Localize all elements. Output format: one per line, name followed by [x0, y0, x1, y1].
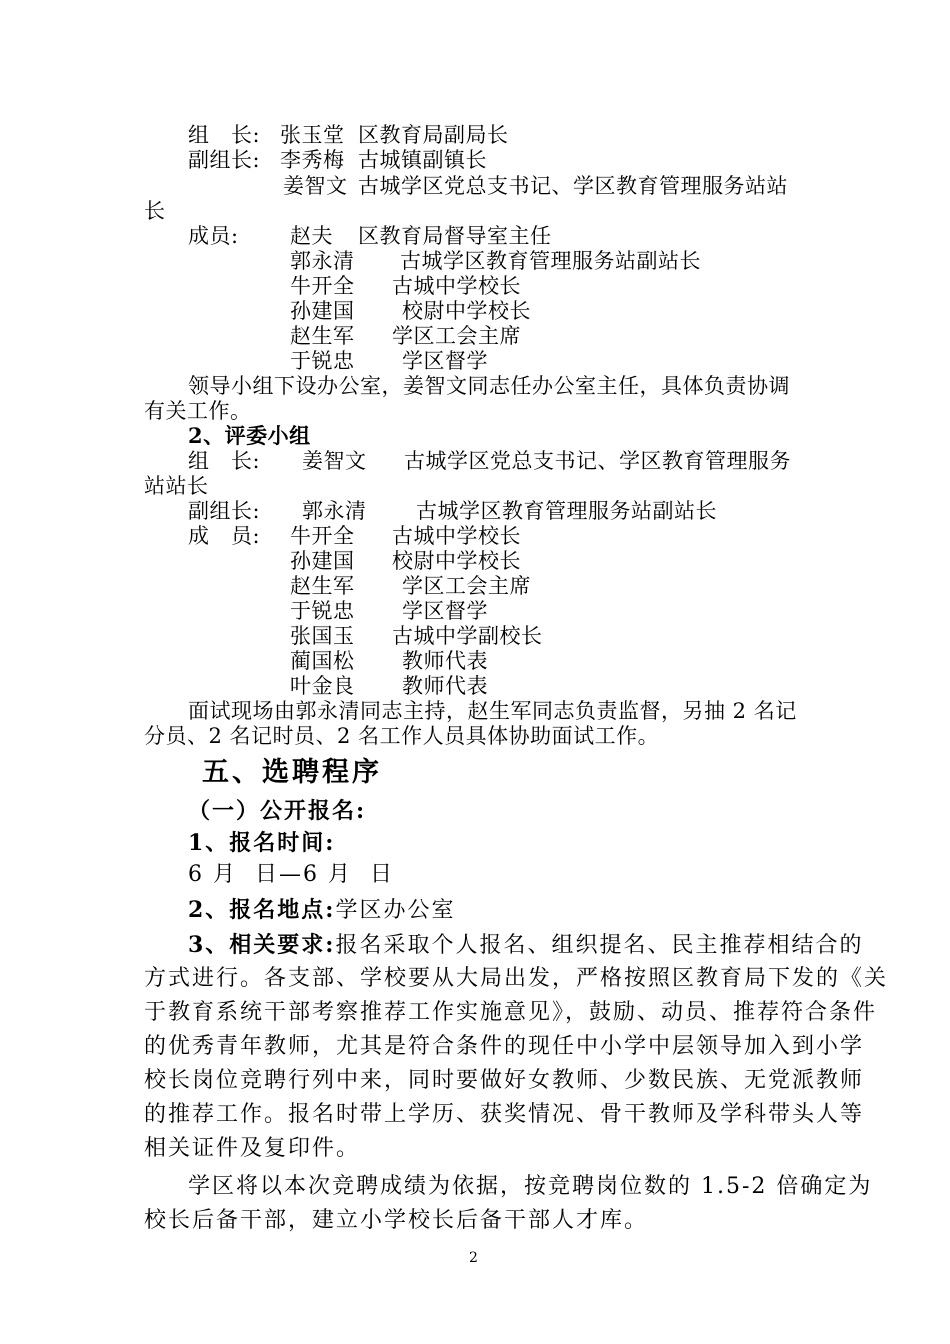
office-note-cont: 有关工作。 [144, 399, 252, 423]
member-title: 学区督学 [402, 349, 488, 373]
jury-member-name: 孙建国 [290, 549, 355, 573]
place-label: 2、报名地点: [188, 897, 336, 923]
requirements-text: 报名采取个人报名、组织提名、民主推荐相结合的 [335, 933, 864, 958]
subsection-heading: （一）公开报名: [188, 798, 367, 824]
leader-name: 张玉堂 [280, 123, 345, 147]
jury-member-title: 古城中学校长 [392, 524, 521, 548]
interview-note-cont: 分员、2 名记时员、2 名工作人员具体协助面试工作。 [144, 724, 660, 748]
member-title: 学区工会主席 [392, 324, 521, 348]
requirements-text: 的优秀青年教师，尤其是符合条件的现任中小学中层领导加入到小学 [144, 1034, 865, 1059]
jury-deputy-name: 郭永清 [302, 499, 367, 523]
jury-member-title: 学区工会主席 [402, 574, 531, 598]
member-name: 赵生军 [290, 324, 355, 348]
member-name: 孙建国 [290, 299, 355, 323]
jury-deputy-role: 副组长: [188, 499, 261, 523]
leader-title: 区教育局副局长 [358, 123, 509, 147]
reserve-text: 校长后备干部，建立小学校长后备干部人才库。 [144, 1208, 649, 1233]
requirements-line [188, 930, 863, 961]
members-role: 成员: [188, 224, 239, 248]
jury-leader-title: 古城学区党总支书记、学区教育管理服务 [404, 449, 791, 473]
page-number: 2 [469, 1250, 478, 1266]
deputy2-title: 古城学区党总支书记、学区教育管理服务站站 [358, 174, 788, 198]
leader-role: 组 长: [188, 123, 261, 147]
jury-member-title: 教师代表 [402, 674, 488, 698]
jury-member-name: 张国玉 [290, 624, 355, 648]
deputy2-name: 姜智文 [283, 174, 348, 198]
member-name: 郭永清 [290, 249, 355, 273]
office-note: 领导小组下设办公室，姜智文同志任办公室主任，具体负责协调 [188, 374, 790, 398]
member-title: 区教育局督导室主任 [358, 224, 552, 248]
time-label: 1、报名时间: [188, 830, 336, 856]
jury-members-role: 成 员: [188, 524, 261, 548]
jury-member-name: 于锐忠 [290, 599, 355, 623]
section-heading: 五、选聘程序 [202, 757, 382, 788]
jury-leader-name: 姜智文 [302, 449, 367, 473]
jury-member-name: 蔺国松 [290, 649, 355, 673]
deputy2-title-cont: 长 [144, 199, 166, 223]
jury-member-name: 叶金良 [290, 674, 355, 698]
member-name: 赵夫 [290, 224, 333, 248]
deputy-name: 李秀梅 [280, 148, 345, 172]
reserve-text: 学区将以本次竞聘成绩为依据，按竞聘岗位数的 1.5-2 倍确定为 [188, 1174, 873, 1199]
jury-member-title: 学区督学 [402, 599, 488, 623]
requirements-text: 方式进行。各支部、学校要从大局出发，严格按照区教育局下发的《关 [144, 966, 889, 991]
deputy-title: 古城镇副镇长 [358, 148, 487, 172]
jury-member-title: 古城中学副校长 [392, 624, 543, 648]
member-title: 校尉中学校长 [402, 299, 531, 323]
jury-heading: 2、评委小组 [188, 423, 311, 448]
requirements-text: 的推荐工作。报名时带上学历、获奖情况、骨干教师及学科带头人等 [144, 1102, 865, 1127]
jury-member-name: 牛开全 [290, 524, 355, 548]
requirements-label: 3、相关要求: [188, 932, 336, 958]
jury-member-title: 校尉中学校长 [392, 549, 521, 573]
requirements-text: 于教育系统干部考察推荐工作实施意见》，鼓励、动员、推荐符合条件 [144, 1000, 878, 1025]
jury-member-title: 教师代表 [402, 649, 488, 673]
member-title: 古城中学校长 [392, 274, 521, 298]
jury-member-name: 赵生军 [290, 574, 355, 598]
place-value: 学区办公室 [335, 898, 456, 923]
requirements-text: 相关证件及复印件。 [144, 1136, 361, 1161]
member-name: 牛开全 [290, 274, 355, 298]
jury-leader-title-cont: 站站长 [144, 474, 209, 498]
interview-note: 面试现场由郭永清同志主持，赵生军同志负责监督，另抽 2 名记 [188, 699, 797, 723]
member-title: 古城学区教育管理服务站副站长 [400, 249, 701, 273]
place-line [188, 895, 455, 926]
deputy-role: 副组长: [188, 148, 261, 172]
jury-deputy-title: 古城学区教育管理服务站副站长 [416, 499, 717, 523]
time-value: 6 月 日—6 月 日 [188, 862, 394, 887]
jury-leader-role: 组 长: [188, 449, 261, 473]
requirements-text: 校长岗位竞聘行列中来，同时要做好女教师、少数民族、无党派教师 [144, 1068, 865, 1093]
member-name: 于锐忠 [290, 349, 355, 373]
